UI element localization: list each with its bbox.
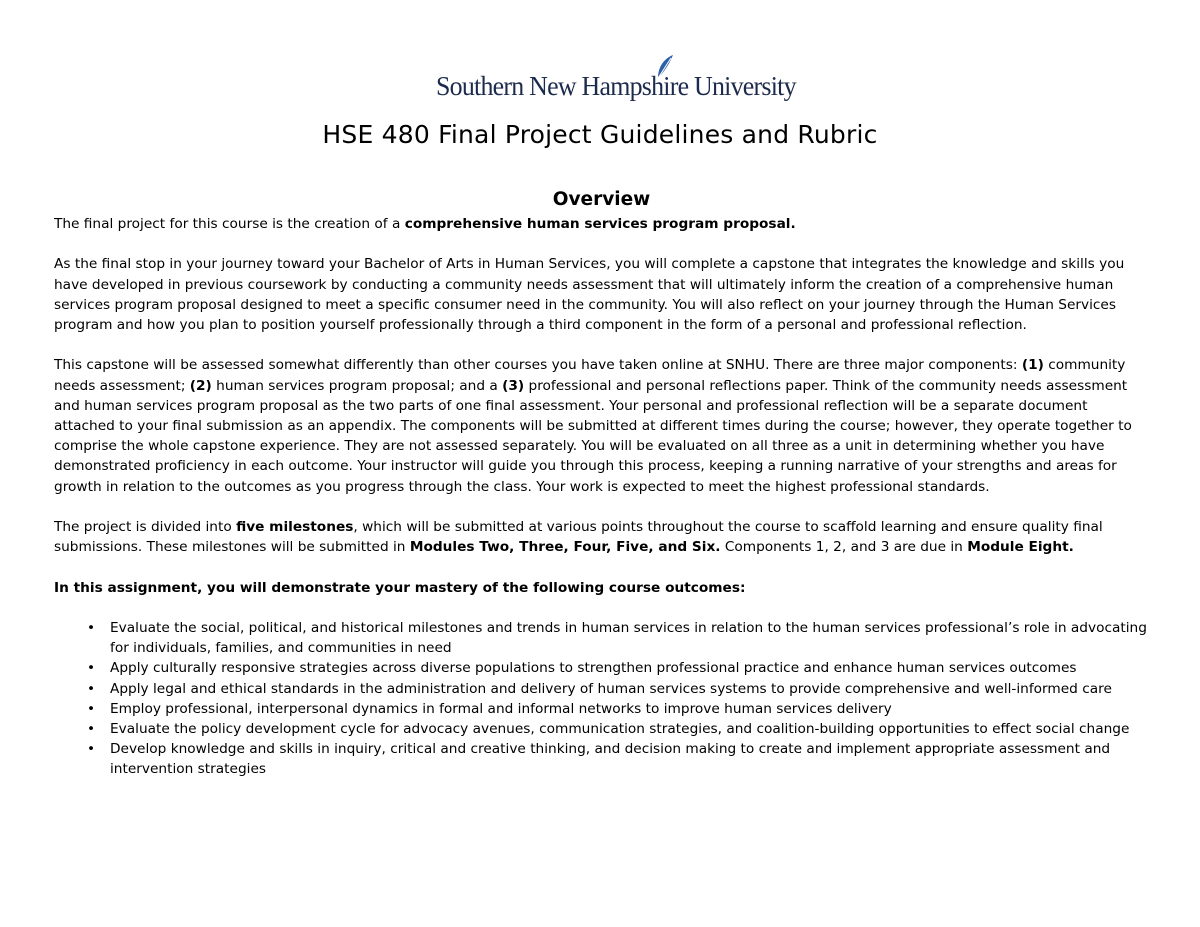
intro-text: The final project for this course is the creation of a bbox=[54, 216, 405, 232]
list-item bbox=[54, 658, 1149, 678]
university-logo bbox=[436, 54, 796, 106]
components-text-2: community needs assessment; bbox=[54, 357, 1126, 394]
milestones-text-1: The project is divided into bbox=[54, 519, 237, 535]
outcome-text: Evaluate the policy development cycle for advocacy avenues, communication strategies, and coalition-building opportunities to effect social change bbox=[110, 721, 1130, 737]
bullet-icon: • bbox=[87, 680, 96, 697]
outcomes-list bbox=[54, 618, 1149, 780]
page-title: HSE 480 Final Project Guidelines and Rubric bbox=[322, 120, 878, 149]
bullet-icon: • bbox=[87, 619, 96, 636]
milestones-bold-1: five milestones bbox=[236, 519, 354, 535]
components-text-4: professional and personal reflections paper. Think of the community needs assessment and human services program proposal as the two parts of one final assessment. Your personal and professional reflection will be a separate document attached to your final submission as an appendix. The components will be submitted at different times during the course; however, they operate together to comprise the whole capstone experience. They are not assessed separately. You will be evaluated on all three as a unit in determining whether you have demonstrated proficiency in each outcome. Your instructor will guide you through this process, keeping a running narrative of your strengths and areas for growth in relation to the outcomes as you progress through the class. Your work is expected to meet the highest professional standards. bbox=[54, 377, 1132, 495]
components-text-1: This capstone will be assessed somewhat differently than other courses you have taken online at SNHU. There are three major components: bbox=[54, 357, 1022, 374]
components-bold-2: (2) bbox=[189, 377, 212, 394]
document-body bbox=[54, 188, 1149, 780]
components-bold-1: (1) bbox=[1021, 357, 1044, 374]
milestones-bold-2: Modules Two, Three, Four, Five, and Six. bbox=[409, 539, 721, 556]
outcomes-lead bbox=[54, 578, 1149, 598]
overview-heading: Overview bbox=[552, 189, 651, 210]
list-item bbox=[54, 699, 1149, 719]
list-item bbox=[54, 719, 1149, 739]
milestones-text-2: , which will be submitted at various points throughout the course to scaffold learning and ensure quality final submissions. These milestones will be submitted in bbox=[54, 519, 1103, 556]
outcome-text: Apply culturally responsive strategies across diverse populations to strengthen professional practice and enhance human services outcomes bbox=[110, 660, 1077, 677]
list-item bbox=[54, 739, 1149, 779]
outcome-text: Employ professional, interpersonal dynamics in formal and informal networks to improve human services delivery bbox=[110, 700, 892, 717]
bullet-icon: • bbox=[87, 700, 96, 717]
bullet-icon: • bbox=[87, 741, 96, 758]
list-item bbox=[54, 679, 1149, 699]
logo-wordmark: Southern New Hampshire University bbox=[436, 71, 796, 101]
paragraph-journey: As the final stop in your journey toward your Bachelor of Arts in Human Services, you will complete a capstone that integrates the knowledge and skills you have developed in previous coursework by conducting a community needs assessment that will ultimately inform the creation of a comprehensive human services program proposal designed to meet a specific consumer need in the community. You will also reflect on your journey through the Human Services program and how you plan to position yourself professionally through a third component in the form of a personal and professional reflection. bbox=[54, 256, 1125, 333]
paragraph-milestones bbox=[54, 517, 1149, 557]
outcome-text: Develop knowledge and skills in inquiry, critical and creative thinking, and decision making to create and implement appropriate assessment and intervention strategies bbox=[110, 741, 1111, 778]
bullet-icon: • bbox=[87, 721, 96, 737]
paragraph-components bbox=[54, 355, 1149, 496]
bullet-icon: • bbox=[87, 660, 96, 677]
outcomes-lead-text: In this assignment, you will demonstrate your mastery of the following course outcomes: bbox=[54, 579, 746, 596]
components-bold-3: (3) bbox=[502, 377, 525, 394]
intro-paragraph bbox=[54, 214, 1149, 234]
outcome-text: Apply legal and ethical standards in the administration and delivery of human services systems to provide comprehensive and well-informed care bbox=[110, 680, 1112, 697]
milestones-text-3: Components 1, 2, and 3 are due in bbox=[720, 539, 968, 556]
milestones-bold-3: Module Eight. bbox=[967, 539, 1074, 556]
outcome-text: Evaluate the social, political, and historical milestones and trends in human services in relation to the human services professional’s role in advocating for individuals, families, and communities in need bbox=[110, 619, 1147, 657]
components-text-3: human services program proposal; and a bbox=[211, 377, 503, 394]
list-item bbox=[54, 618, 1149, 658]
intro-bold-text: comprehensive human services program proposal. bbox=[404, 216, 796, 232]
